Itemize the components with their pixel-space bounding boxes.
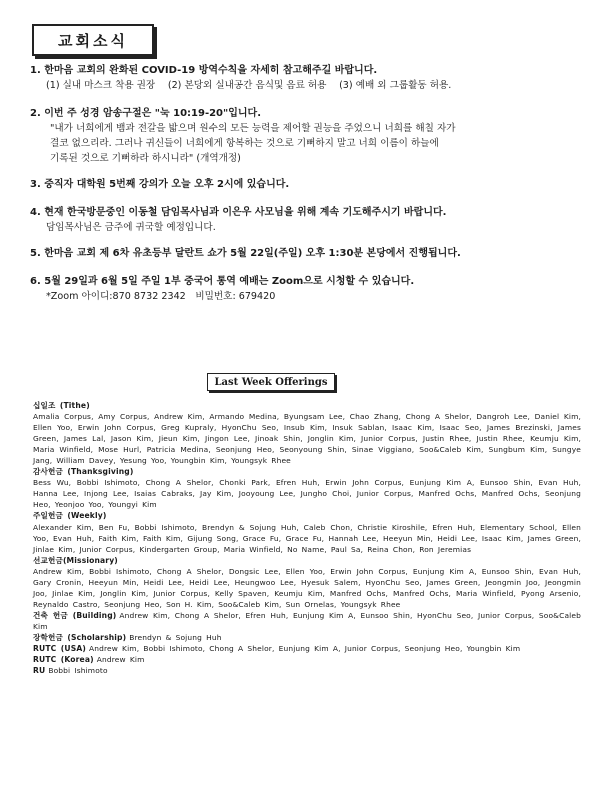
offerings-title: Last Week Offerings <box>207 373 335 391</box>
offering-donor-names: Alexander Kim, Ben Fu, Bobbi Ishimoto, Brendyn & Sojung Huh, Caleb Chon, Christie Kiroshile, Efren Huh, Elementary School, Ellen Yoo, Evan Huh, Faith Kim, Faith Kim, Gijung Song, Grace Fu, Grace Fu, Hannah Lee, Heeyun Min, Heidi Lee, Isaac Kim, James Green, Jinlae Kim, Junior Corpus, Kindergarten Group, Maria Winfield, No Name, Paul Sa, Reina Chon, Ron Jeremias <box>33 522 581 554</box>
news-item-detail: 담임목사님은 금주에 귀국할 예정입니다. <box>46 222 216 233</box>
offering-category-label: 선교헌금(Missionary) <box>33 555 118 565</box>
news-item-heading: 4. 현재 한국방문중인 이동철 담임목사님과 이은우 사모님을 위해 계속 기도해주시기 바랍니다. <box>30 207 447 218</box>
news-item-heading: 3. 중직자 대학원 5번째 강의가 오늘 오후 2시에 있습니다. <box>30 179 290 190</box>
offering-category-label: 감사헌금 (Thanksgiving) <box>33 467 134 477</box>
news-item <box>30 275 590 304</box>
offering-category <box>33 665 581 676</box>
offering-category <box>33 654 581 665</box>
offering-category-label: RUTC (USA) <box>33 644 86 654</box>
news-item-detail: (1) 실내 마스크 착용 권장 (2) 본당외 실내공간 음식및 음료 허용 (3) 예배 외 그룹활동 허용. <box>46 80 452 91</box>
offering-category <box>33 555 581 610</box>
news-list <box>30 64 590 304</box>
offering-category <box>33 643 581 654</box>
news-item <box>30 247 590 261</box>
offering-donor-names: Andrew Kim, Bobbi Ishimoto, Chong A Shelor, Dongsic Lee, Ellen Yoo, Erwin John Corpus, Eunjung Kim A, Eunsoo Shin, Evan Huh, Gary Cronin, Heeyun Min, Heidi Lee, Heidi Lee, Heungwoo Lee, Hyesuk Salem, HyonChu Seo, James Green, Jeongmin Joo, Jeongmin Joo, Jinlae Kim, Jonglin Kim, Junior Corpus, Kelly Spaven, Keumju Kim, Manfred Ochs, Manfred Ochs, Maria Winfield, Pyong Arsenio, Reynaldo Castro, Seonjung Heo, Son H. Kim, Soo&Caleb Kim, Sun Ornelas, Youngsyk Rhee <box>33 566 581 609</box>
news-item <box>30 206 590 235</box>
news-item-detail: *Zoom 아이디:870 8732 2342 비밀번호: 679420 <box>46 291 276 302</box>
offering-category <box>33 466 581 510</box>
offerings-list <box>33 400 581 676</box>
offering-donor-names: Bobbi Ishimoto <box>48 666 108 676</box>
offering-category-label: 건축 헌금 (Building) <box>33 610 117 620</box>
offering-category-label: RU <box>33 666 46 676</box>
offering-donor-names: Andrew Kim, Bobbi Ishimoto, Chong A Shelor, Eunjung Kim A, Junior Corpus, Seonjung Heo, Youngbin Kim <box>88 644 521 654</box>
offering-donor-names: Andrew Kim <box>96 655 145 665</box>
offering-donor-names: Brendyn & Sojung Huh <box>129 632 222 642</box>
offering-category-label: 주일헌금 (Weekly) <box>33 511 107 521</box>
offering-donor-names: Bess Wu, Bobbi Ishimoto, Chong A Shelor, Chonki Park, Efren Huh, Erwin John Corpus, Eunjung Kim A, Eunsoo Shin, Evan Huh, Hanna Lee, Injong Lee, Isaias Cabraks, Jay Kim, Jooyoung Lee, Jungho Choi, Junior Corpus, Manfred Ochs, Manfred Ochs, Seonjung Heo, Yeonjoo Yoo, Youngyi Kim <box>33 478 581 510</box>
offering-donor-names: Amalia Corpus, Amy Corpus, Andrew Kim, Armando Medina, Byungsam Lee, Chao Zhang, Chong A Shelor, Dangroh Lee, Daniel Kim, Ellen Yoo, Erwin John Corpus, Greg Kupraly, HyonChu Seo, Insub Kim, Insuk Sablan, Isaac Kim, Isaac Seo, James Brezinski, James Green, James Lal, Jason Kim, Jieun Kim, Jingon Lee, Jinoak Shin, Jonglin Kim, Junior Corpus, Justin Rhee, Justin Rhee, Keumju Kim, Maria Winfield, Mose Hurl, Patricia Medina, Seonjung Heo, Seonyoung Shin, Sinae Viggiano, Soo&Caleb Kim, Sungbum Kim, Sungye Jang, William Davey, Yesung Yoo, Youngbin Kim, Youngsyk Rhee <box>33 412 581 466</box>
offering-donor-names: Andrew Kim, Chong A Shelor, Efren Huh, Eunjung Kim A, Eunsoo Shin, HyonChu Seo, Junior Corpus, Soo&Caleb Kim <box>33 610 581 631</box>
offering-category-label: 십일조 (Tithe) <box>33 401 90 410</box>
offering-category-label: 장학헌금 (Scholarship) <box>33 632 127 642</box>
news-item-detail: 기록된 것으로 기뻐하라 하시니라" (개역개정) <box>50 153 241 164</box>
offering-category <box>33 400 581 466</box>
news-item-heading: 1. 한마음 교회의 완화된 COVID-19 방역수칙을 자세히 참고해주길 바랍니다. <box>30 65 378 76</box>
offering-category <box>33 632 581 643</box>
section-title-church-news: 교회소식 <box>32 24 154 56</box>
offering-category-label: RUTC (Korea) <box>33 655 94 665</box>
news-item-heading: 5. 한마음 교회 제 6차 유초등부 달란트 쇼가 5월 22일(주일) 오후 1:30분 본당에서 진행됩니다. <box>30 248 461 259</box>
news-item <box>30 64 590 93</box>
offering-category <box>33 510 581 554</box>
news-item <box>30 178 590 192</box>
news-item-detail: "내가 너희에게 뱀과 전갈을 밟으며 원수의 모든 능력을 제어할 권능을 주었으니 너희를 해칠 자가 <box>50 123 456 134</box>
news-item-detail: 결코 없으리라. 그러나 귀신들이 너희에게 항복하는 것으로 기뻐하지 말고 너희 이름이 하늘에 <box>50 138 439 149</box>
news-item <box>30 107 590 166</box>
offering-category <box>33 610 581 632</box>
news-item-heading: 6. 5월 29일과 6월 5일 주일 1부 중국어 통역 예배는 Zoom으로 시청할 수 있습니다. <box>30 276 415 287</box>
news-item-heading: 2. 이번 주 성경 암송구절은 "눅 10:19-20"입니다. <box>30 108 262 119</box>
